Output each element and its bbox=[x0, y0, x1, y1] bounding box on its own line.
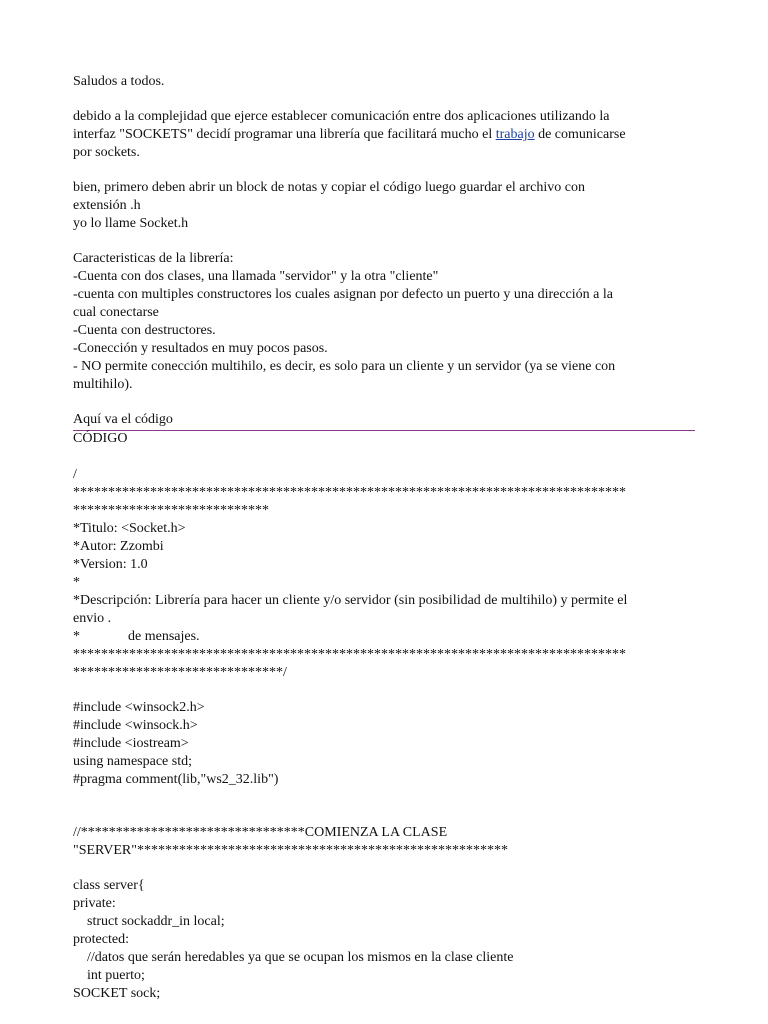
code-line: *Autor: Zzombi bbox=[73, 539, 164, 554]
trabajo-link[interactable]: trabajo bbox=[495, 127, 535, 142]
code-line: *Titulo: <Socket.h> bbox=[73, 521, 186, 536]
code-line: struct sockaddr_in local; bbox=[73, 914, 225, 929]
paragraph-line: extensión .h bbox=[73, 198, 141, 213]
code-line: *Descripción: Librería para hacer un cliente y/o servidor (sin posibilidad de multihilo) y permite el bbox=[73, 593, 628, 608]
code-line: int puerto; bbox=[73, 968, 145, 983]
code-line: ******************************************************************************* bbox=[73, 647, 626, 662]
code-line: protected: bbox=[73, 932, 129, 947]
code-line: #include <winsock2.h> bbox=[73, 700, 205, 715]
greeting: Saludos a todos. bbox=[73, 74, 165, 89]
paragraph-text: interfaz "SOCKETS" decidí programar una librería que facilitará mucho el bbox=[73, 127, 496, 142]
feature-line: -cuenta con multiples constructores los cuales asignan por defecto un puerto y una dirección a la bbox=[73, 287, 613, 302]
divider bbox=[73, 430, 695, 431]
code-line: ******************************/ bbox=[73, 665, 287, 680]
code-line: using namespace std; bbox=[73, 754, 192, 769]
code-line: //datos que serán heredables ya que se ocupan los mismos en la clase cliente bbox=[73, 950, 514, 965]
code-line bbox=[73, 628, 200, 646]
paragraph-line: debido a la complejidad que ejerce establecer comunicación entre dos aplicaciones utilizando la bbox=[73, 109, 610, 124]
code-line: / bbox=[73, 467, 77, 482]
code-line: *Version: 1.0 bbox=[73, 557, 148, 572]
code-line: private: bbox=[73, 896, 116, 911]
feature-line: -Conección y resultados en muy pocos pasos. bbox=[73, 341, 328, 356]
code-line: envio . bbox=[73, 611, 112, 626]
feature-line: -Cuenta con dos clases, una llamada "servidor" y la otra "cliente" bbox=[73, 269, 439, 284]
paragraph-text: de comunicarse bbox=[534, 127, 626, 142]
code-label: CÓDIGO bbox=[73, 431, 128, 446]
code-line: "SERVER"***************************************************** bbox=[73, 843, 508, 858]
paragraph-line bbox=[73, 126, 626, 144]
features-heading: Caracteristicas de la librería: bbox=[73, 251, 234, 266]
code-intro: Aquí va el código bbox=[73, 412, 173, 427]
feature-line: multihilo). bbox=[73, 377, 133, 392]
paragraph-line: por sockets. bbox=[73, 145, 140, 160]
code-line: class server{ bbox=[73, 878, 145, 893]
feature-line: -Cuenta con destructores. bbox=[73, 323, 216, 338]
code-line: SOCKET sock; bbox=[73, 986, 161, 1001]
feature-line: - NO permite conección multihilo, es decir, es solo para un cliente y un servidor (ya se viene con bbox=[73, 359, 616, 374]
code-line: //********************************COMIENZA LA CLASE bbox=[73, 825, 448, 840]
feature-line: cual conectarse bbox=[73, 305, 159, 320]
code-text: * bbox=[73, 629, 80, 644]
code-line: #pragma comment(lib,"ws2_32.lib") bbox=[73, 772, 279, 787]
code-line: #include <iostream> bbox=[73, 736, 189, 751]
code-line: ******************************************************************************* bbox=[73, 485, 626, 500]
code-line: **************************** bbox=[73, 503, 269, 518]
code-line: * bbox=[73, 575, 80, 590]
code-line: #include <winsock.h> bbox=[73, 718, 198, 733]
paragraph-line: bien, primero deben abrir un block de notas y copiar el código luego guardar el archivo con bbox=[73, 180, 585, 195]
paragraph-line: yo lo llame Socket.h bbox=[73, 216, 189, 231]
code-text: de mensajes. bbox=[128, 629, 200, 644]
